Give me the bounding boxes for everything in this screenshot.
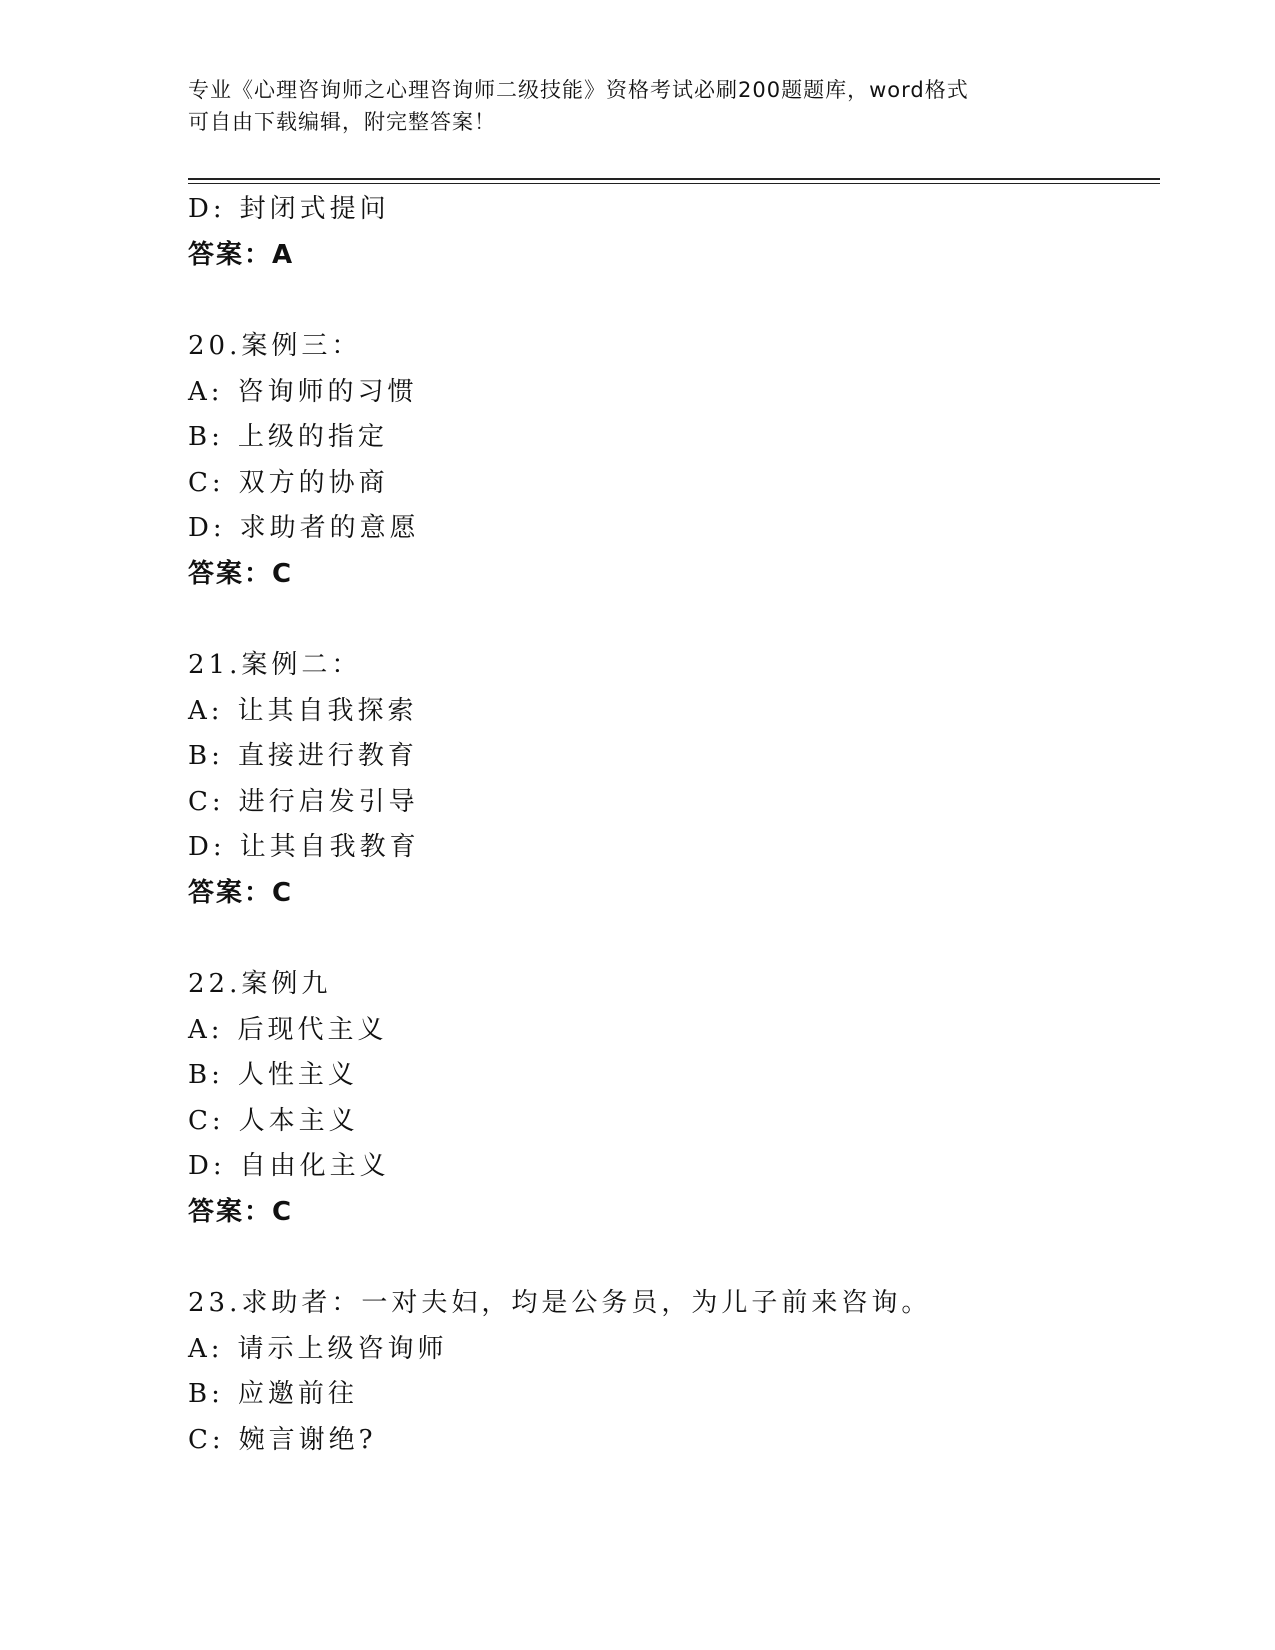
option-label: C:: [188, 1424, 225, 1455]
option-text: 封闭式提问: [239, 194, 390, 224]
option-text: 让其自我探索: [237, 695, 418, 726]
option-row: [188, 1327, 1160, 1373]
option-row: [188, 1099, 1160, 1145]
option-row: [188, 1372, 1160, 1418]
option-label: A:: [188, 1333, 224, 1364]
option-text: 后现代主义: [237, 1014, 388, 1045]
option-text: 人本主义: [238, 1105, 359, 1136]
option-row: [188, 1418, 1160, 1464]
option-text: 上级的指定: [237, 422, 388, 452]
option-row: [188, 689, 1160, 735]
option-label: B:: [188, 422, 224, 452]
option-label: B:: [188, 1379, 224, 1409]
option-row: [188, 825, 1160, 871]
option-text: 自由化主义: [239, 1151, 390, 1181]
question-title: 22.案例九: [188, 969, 332, 999]
block-spacer: [188, 278, 1160, 324]
option-row: [188, 734, 1160, 780]
option-row: [188, 780, 1160, 826]
option-label: A:: [188, 695, 224, 726]
block-spacer: [188, 916, 1160, 962]
option-row: [188, 1053, 1160, 1099]
document-header: [188, 74, 1088, 138]
header-divider-thin: [188, 183, 1160, 184]
option-row: [188, 370, 1160, 416]
option-row: [188, 1144, 1160, 1190]
answer-line: 答案：A: [188, 239, 295, 270]
option-label: A:: [188, 376, 224, 407]
option-label: A:: [188, 1014, 224, 1045]
option-label: C:: [188, 1105, 225, 1136]
option-text: 人性主义: [237, 1060, 358, 1090]
question-list: [188, 187, 1160, 1463]
option-text: 直接进行教育: [237, 741, 418, 771]
question-title: 21.案例二：: [188, 650, 362, 680]
option-label: B:: [188, 741, 224, 771]
header-line-1: 专业《心理咨询师之心理咨询师二级技能》资格考试必刷200题题库，word格式: [188, 78, 969, 102]
option-text: 应邀前往: [237, 1379, 358, 1409]
question-title: 23.求助者：一对夫妇，均是公务员，为儿子前来咨询。: [188, 1288, 932, 1318]
header-divider-thick: [188, 178, 1160, 180]
block-spacer: [188, 597, 1160, 643]
option-label: D:: [188, 513, 226, 543]
option-text: 求助者的意愿: [239, 513, 420, 543]
option-label: B:: [188, 1060, 224, 1090]
option-text: 婉言谢绝?: [238, 1424, 377, 1455]
option-row: [188, 415, 1160, 461]
header-line-2: 可自由下载编辑，附完整答案！: [188, 110, 496, 134]
question-title: 20.案例三：: [188, 331, 362, 361]
answer-line: 答案：C: [188, 877, 294, 908]
option-label: C:: [188, 467, 225, 498]
option-row: [188, 506, 1160, 552]
option-text: 让其自我教育: [239, 832, 420, 862]
answer-line: 答案：C: [188, 1196, 294, 1227]
option-row: [188, 187, 1160, 233]
block-spacer: [188, 1235, 1160, 1281]
option-label: D:: [188, 832, 226, 862]
option-text: 请示上级咨询师: [237, 1333, 448, 1364]
option-text: 进行启发引导: [238, 786, 419, 817]
option-text: 咨询师的习惯: [237, 376, 418, 407]
answer-line: 答案：C: [188, 558, 294, 589]
option-label: D:: [188, 194, 226, 224]
option-text: 双方的协商: [238, 467, 389, 498]
option-row: [188, 461, 1160, 507]
option-label: C:: [188, 786, 225, 817]
option-label: D:: [188, 1151, 226, 1181]
option-row: [188, 1008, 1160, 1054]
